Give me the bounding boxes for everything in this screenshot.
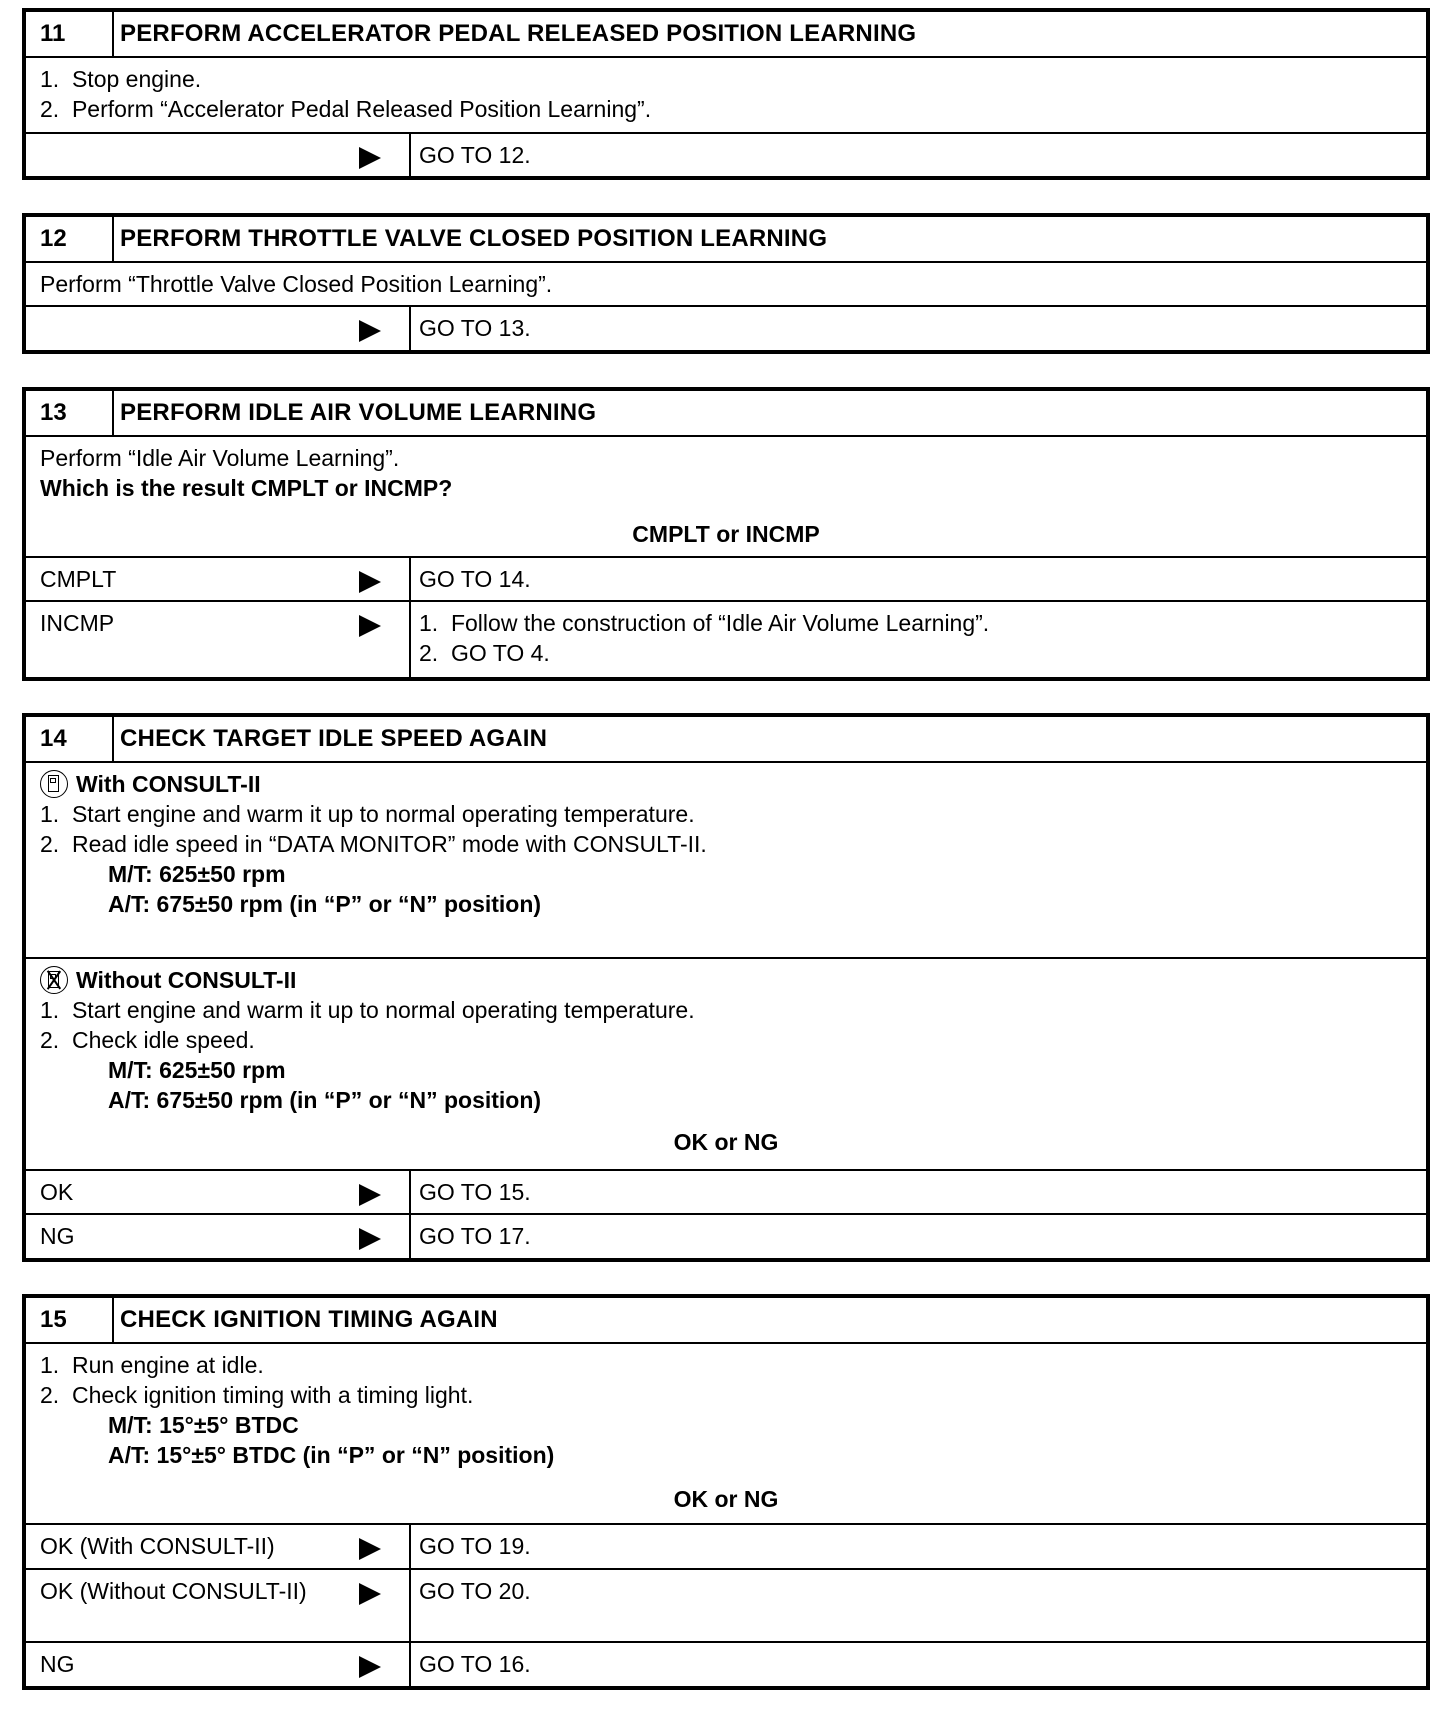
arrow-right-icon bbox=[359, 615, 381, 637]
step-title: PERFORM IDLE AIR VOLUME LEARNING bbox=[120, 399, 597, 426]
step-header bbox=[26, 12, 1426, 56]
section-heading: Without CONSULT-II bbox=[76, 967, 297, 993]
goto-instruction: 1. Follow the construction of “Idle Air Volume Learning”. bbox=[419, 610, 990, 636]
goto-link[interactable]: GO TO 13. bbox=[419, 315, 531, 341]
with-consult-section bbox=[26, 761, 1426, 957]
result-label: NG bbox=[40, 1651, 75, 1677]
goto-link[interactable]: GO TO 14. bbox=[419, 566, 531, 592]
goto-link[interactable]: GO TO 17. bbox=[419, 1223, 531, 1249]
step-instructions bbox=[26, 1342, 1426, 1523]
spec-line: A/T: 15°±5° BTDC (in “P” or “N” position) bbox=[108, 1442, 555, 1468]
result-row-ok[interactable] bbox=[26, 1169, 1426, 1213]
instruction-line: 2. Read idle speed in “DATA MONITOR” mode with CONSULT-II. bbox=[40, 831, 707, 857]
arrow-right-icon bbox=[359, 1538, 381, 1560]
spec-line: M/T: 625±50 rpm bbox=[108, 861, 286, 887]
step-number: 12 bbox=[26, 217, 114, 261]
result-row-cmplt[interactable] bbox=[26, 556, 1426, 600]
instruction-line: 1. Start engine and warm it up to normal operating temperature. bbox=[40, 801, 695, 827]
result-label: CMPLT bbox=[40, 566, 117, 592]
judgement-label: CMPLT or INCMP bbox=[632, 521, 820, 547]
result-row-ng[interactable] bbox=[26, 1213, 1426, 1258]
result-label: OK bbox=[40, 1179, 74, 1205]
arrow-right-icon bbox=[359, 571, 381, 593]
step-instructions bbox=[26, 261, 1426, 305]
consult-ii-icon bbox=[40, 770, 68, 798]
step-12-table bbox=[22, 213, 1430, 354]
step-11-table bbox=[22, 8, 1430, 180]
arrow-right-icon bbox=[359, 1656, 381, 1678]
step-13-table bbox=[22, 387, 1430, 681]
instruction-line: 1. Run engine at idle. bbox=[40, 1352, 264, 1378]
instruction-line: Perform “Idle Air Volume Learning”. bbox=[40, 445, 400, 471]
step-instructions bbox=[26, 56, 1426, 132]
step-15-table bbox=[22, 1294, 1430, 1690]
instruction-line: 2. Check idle speed. bbox=[40, 1027, 255, 1053]
without-consult-section bbox=[26, 957, 1426, 1169]
arrow-right-icon bbox=[359, 320, 381, 342]
step-14-table bbox=[22, 713, 1430, 1262]
step-instructions bbox=[26, 435, 1426, 556]
spec-line: A/T: 675±50 rpm (in “P” or “N” position) bbox=[108, 1087, 542, 1113]
instruction-line: 1. Start engine and warm it up to normal operating temperature. bbox=[40, 997, 695, 1023]
result-row-ok-with-consult[interactable] bbox=[26, 1523, 1426, 1568]
arrow-right-icon bbox=[359, 147, 381, 169]
step-header bbox=[26, 391, 1426, 435]
question: Which is the result CMPLT or INCMP? bbox=[40, 475, 453, 501]
result-label: NG bbox=[40, 1223, 75, 1249]
section-heading: With CONSULT-II bbox=[76, 771, 261, 797]
arrow-right-icon bbox=[359, 1583, 381, 1605]
spec-line: M/T: 15°±5° BTDC bbox=[108, 1412, 299, 1438]
judgement-label: OK or NG bbox=[673, 1486, 779, 1512]
instruction-line: 2. Check ignition timing with a timing light. bbox=[40, 1382, 474, 1408]
goto-link[interactable]: GO TO 12. bbox=[419, 142, 531, 168]
no-consult-ii-icon bbox=[40, 966, 68, 994]
arrow-right-icon bbox=[359, 1228, 381, 1250]
goto-link[interactable]: 2. GO TO 4. bbox=[419, 640, 550, 666]
goto-link[interactable]: GO TO 16. bbox=[419, 1651, 531, 1677]
arrow-right-icon bbox=[359, 1184, 381, 1206]
instruction-line: Perform “Throttle Valve Closed Position Learning”. bbox=[40, 271, 553, 297]
result-row[interactable] bbox=[26, 305, 1426, 350]
step-title: CHECK IGNITION TIMING AGAIN bbox=[120, 1306, 498, 1333]
result-label: OK (Without CONSULT-II) bbox=[40, 1578, 307, 1604]
instruction-line: 1. Stop engine. bbox=[40, 66, 202, 92]
instruction-line: 2. Perform “Accelerator Pedal Released Position Learning”. bbox=[40, 96, 652, 122]
step-title: PERFORM ACCELERATOR PEDAL RELEASED POSITION LEARNING bbox=[120, 20, 917, 47]
goto-link[interactable]: GO TO 15. bbox=[419, 1179, 531, 1205]
result-label: OK (With CONSULT-II) bbox=[40, 1533, 275, 1559]
result-row-ng[interactable] bbox=[26, 1641, 1426, 1686]
spec-line: A/T: 675±50 rpm (in “P” or “N” position) bbox=[108, 891, 542, 917]
goto-link[interactable]: GO TO 19. bbox=[419, 1533, 531, 1559]
result-label: INCMP bbox=[40, 610, 115, 636]
step-header bbox=[26, 217, 1426, 261]
spec-line: M/T: 625±50 rpm bbox=[108, 1057, 286, 1083]
step-number: 11 bbox=[26, 12, 114, 56]
judgement-label: OK or NG bbox=[673, 1129, 779, 1155]
step-header bbox=[26, 717, 1426, 761]
step-title: PERFORM THROTTLE VALVE CLOSED POSITION LEARNING bbox=[120, 225, 828, 252]
step-header bbox=[26, 1298, 1426, 1342]
step-number: 15 bbox=[26, 1298, 114, 1342]
result-row[interactable] bbox=[26, 132, 1426, 176]
step-number: 13 bbox=[26, 391, 114, 435]
result-row-incmp[interactable] bbox=[26, 600, 1426, 677]
goto-link[interactable]: GO TO 20. bbox=[419, 1578, 531, 1604]
result-row-ok-without-consult[interactable] bbox=[26, 1568, 1426, 1641]
step-number: 14 bbox=[26, 717, 114, 761]
step-title: CHECK TARGET IDLE SPEED AGAIN bbox=[120, 725, 548, 752]
